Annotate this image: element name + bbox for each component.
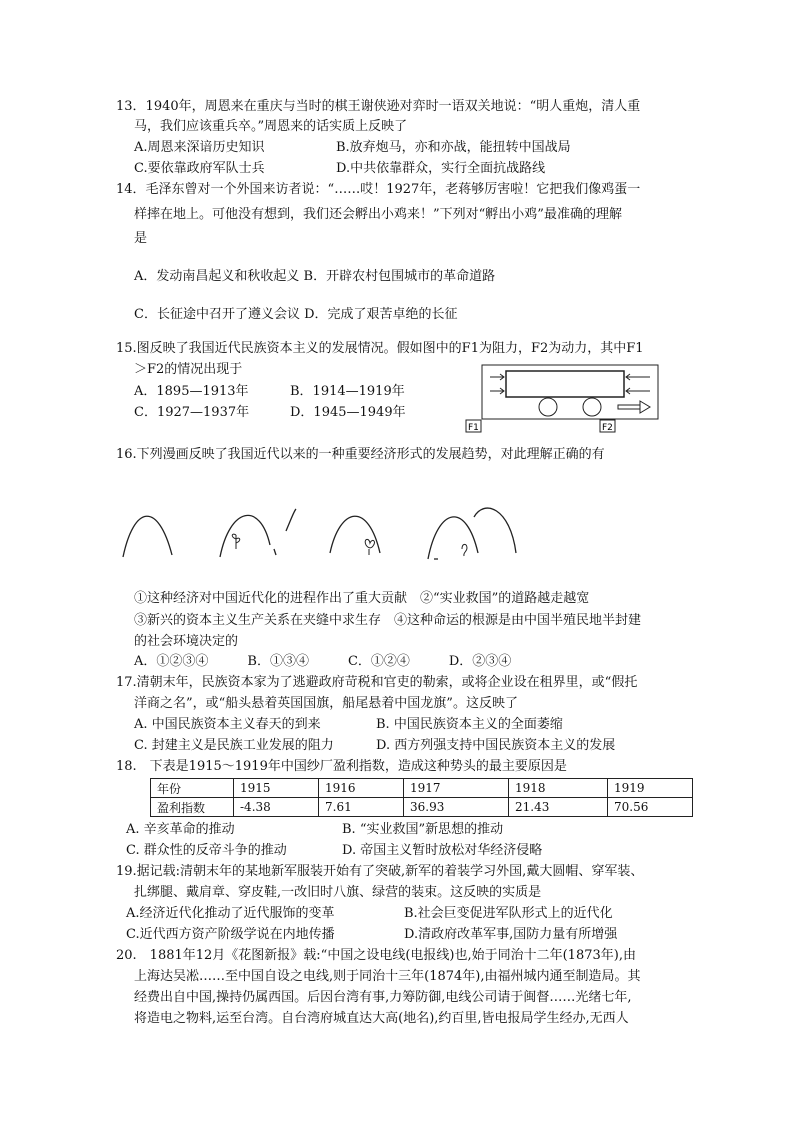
hill-4: [428, 517, 478, 559]
cart-wheel-right: [583, 398, 601, 416]
q17-stem-line1: 17.清朝末年，民族资本家为了逃避政府苛税和官吏的勒索，或将企业设在租界里，或“假托: [116, 675, 638, 690]
table-cell: 70.56: [608, 798, 693, 817]
wilted-plant-icon: [462, 544, 467, 556]
table-header-cell: 1916: [319, 779, 404, 798]
hill-5: [474, 508, 516, 553]
q19-option-d: D.清政府改革军事,国防力量有所增强: [404, 927, 618, 942]
table-cell: -4.38: [234, 798, 319, 817]
q17-option-d: D. 西方列强支持中国民族资本主义的发展: [376, 738, 616, 753]
q20-stem-line2: 上海达吴凇……至中国自设之电线,则于同治十三年(1874年),由福州城内通至制造局。其: [134, 969, 641, 984]
q18-option-d: D. 帝国主义暂时放松对华经济侵略: [342, 843, 543, 858]
table-cell: 盈利指数: [151, 798, 234, 817]
table-header-cell: 1915: [234, 779, 319, 798]
q14-options-ab: A．发动南昌起义和秋收起义 B．开辟农村包围城市的革命道路: [134, 269, 496, 284]
q18-option-c: C. 群众性的反帝斗争的推动: [126, 843, 287, 858]
q17-option-b: B. 中国民族资本主义的全面萎缩: [376, 717, 563, 732]
hill-2: [220, 515, 276, 557]
cart-wheel-left: [539, 398, 557, 416]
table-cell: 7.61: [319, 798, 404, 817]
q18-option-b: B. “实业救国”新思想的推动: [342, 822, 504, 837]
q16-statement-1: ①这种经济对中国近代化的进程作出了重大贡献 ②“实业救国”的道路越走越宽: [134, 591, 590, 606]
hill-1: [123, 516, 172, 557]
q15-option-d: D．1945—1949年: [290, 405, 406, 420]
q18-option-a: A. 辛亥革命的推动: [126, 822, 235, 837]
f1-arrows: [490, 374, 504, 394]
q19-stem-line2: 扎绑腿、戴肩章、穿皮鞋,一改旧时八旗、绿营的装束。这反映的实质是: [134, 885, 542, 900]
q18-stem-line1: 18. 下表是1915～1919年中国纱厂盈利指数，造成这种势头的最主要原因是: [116, 759, 567, 774]
hill-2-tip: [286, 509, 296, 531]
q17-option-a: A. 中国民族资本主义春天的到来: [134, 717, 321, 732]
q16-statement-3: 的社会环境决定的: [134, 634, 239, 649]
f2-arrows-left: [626, 374, 650, 394]
table-header-cell: 1917: [404, 779, 509, 798]
hill-3: [330, 516, 380, 553]
q16-statement-2: ③新兴的资本主义生产关系在夹缝中求生存 ④这种命运的根源是由中国半殖民地半封建: [134, 613, 642, 628]
q15-option-c: C．1927—1937年: [134, 405, 250, 420]
q19-option-c: C.近代西方资产阶级学说在内地传播: [126, 927, 335, 942]
q14-stem-line2: 样摔在地上。可他没有想到，我们还会孵出小鸡来！”下列对“孵出小鸡”最准确的理解: [134, 207, 622, 222]
q15-option-a: A．1895—1913年: [134, 384, 249, 399]
table-row: [151, 798, 693, 817]
cart-body: [506, 371, 624, 397]
q19-stem-line1: 19.据记载:清朝末年的某地新军服装开始有了突破,新军的着装学习外国,戴大圆帽、穿军装、: [116, 864, 644, 879]
sprout-icon: [232, 534, 240, 549]
q14-stem-line3: 是: [134, 231, 148, 246]
q15-stem-line2: ＞F2的情况出现于: [134, 362, 243, 377]
table-row: [151, 779, 693, 798]
table-header-cell: 年份: [151, 779, 234, 798]
q15-stem-line1: 15.图反映了我国近代民族资本主义的发展情况。假如图中的F1为阻力，F2为动力，其中F1: [116, 341, 644, 356]
q13-option-d: D.中共依靠群众，实行全面抗战路线: [336, 161, 546, 176]
q13-option-b: B.放弃炮马，亦和亦战，能扭转中国战局: [336, 140, 571, 155]
q16-stem-line1: 16.下列漫画反映了我国近代以来的一种重要经济形式的发展趋势，对此理解正确的有: [116, 447, 605, 462]
f1-label: F1: [468, 423, 479, 433]
q20-stem-line3: 经费出自中国,操持仍属西国。后因台湾有事,力筹防御,电线公司请于闽督……光绪七年,: [134, 990, 632, 1005]
q14-options-cd: C．长征途中召开了遵义会议 D．完成了艰苦卓绝的长征: [134, 307, 458, 322]
diagram-frame: [482, 365, 658, 419]
comic-hills-illustration: [118, 505, 528, 567]
table-cell: 21.43: [509, 798, 608, 817]
cart-force-diagram: [466, 361, 666, 436]
q14-stem-line1: 14．毛泽东曾对一个外国来访者说：“……哎！1927年，老蒋够厉害啦！它把我们像鸡蛋一: [116, 182, 641, 197]
table-cell: 36.93: [404, 798, 509, 817]
flower-icon: [365, 539, 374, 555]
table-header-cell: 1918: [509, 779, 608, 798]
f2-label: F2: [602, 423, 613, 433]
q19-option-a: A.经济近代化推动了近代服饰的变革: [126, 906, 335, 921]
q17-option-c: C. 封建主义是民族工业发展的阻力: [134, 738, 334, 753]
q13-option-a: A.周恩来深谙历史知识: [134, 140, 265, 155]
q16-options: A．①②③④ B．①③④ C．①②④ D．②③④: [134, 654, 512, 669]
table-header-cell: 1919: [608, 779, 693, 798]
q17-stem-line2: 洋商之名”，或“船头悬着英国国旗，船尾悬着中国龙旗”。这反映了: [134, 696, 518, 711]
q13-stem-line2: 马，我们应该重兵卒。”周恩来的话实质上反映了: [134, 119, 408, 134]
q13-option-c: C.要依靠政府军队士兵: [134, 161, 265, 176]
motion-arrow: [618, 401, 650, 413]
q15-option-b: B．1914—1919年: [290, 384, 405, 399]
q13-stem-line1: 13．1940年，周恩来在重庆与当时的棋王谢侠逊对弈时一语双关地说：“明人重炮，清人重: [116, 99, 641, 114]
q18-profit-table: [150, 778, 693, 817]
q20-stem-line4: 将造电之物料,运至台湾。自台湾府城直达大高(地名),约百里,皆电报局学生经办,无西人: [134, 1011, 629, 1026]
q19-option-b: B.社会巨变促进军队形式上的近代化: [404, 906, 613, 921]
q20-stem-line1: 20. 1881年12月《花图新报》载:“中国之设电线(电报线)也,始于同治十二年(1873年),由: [116, 948, 636, 963]
